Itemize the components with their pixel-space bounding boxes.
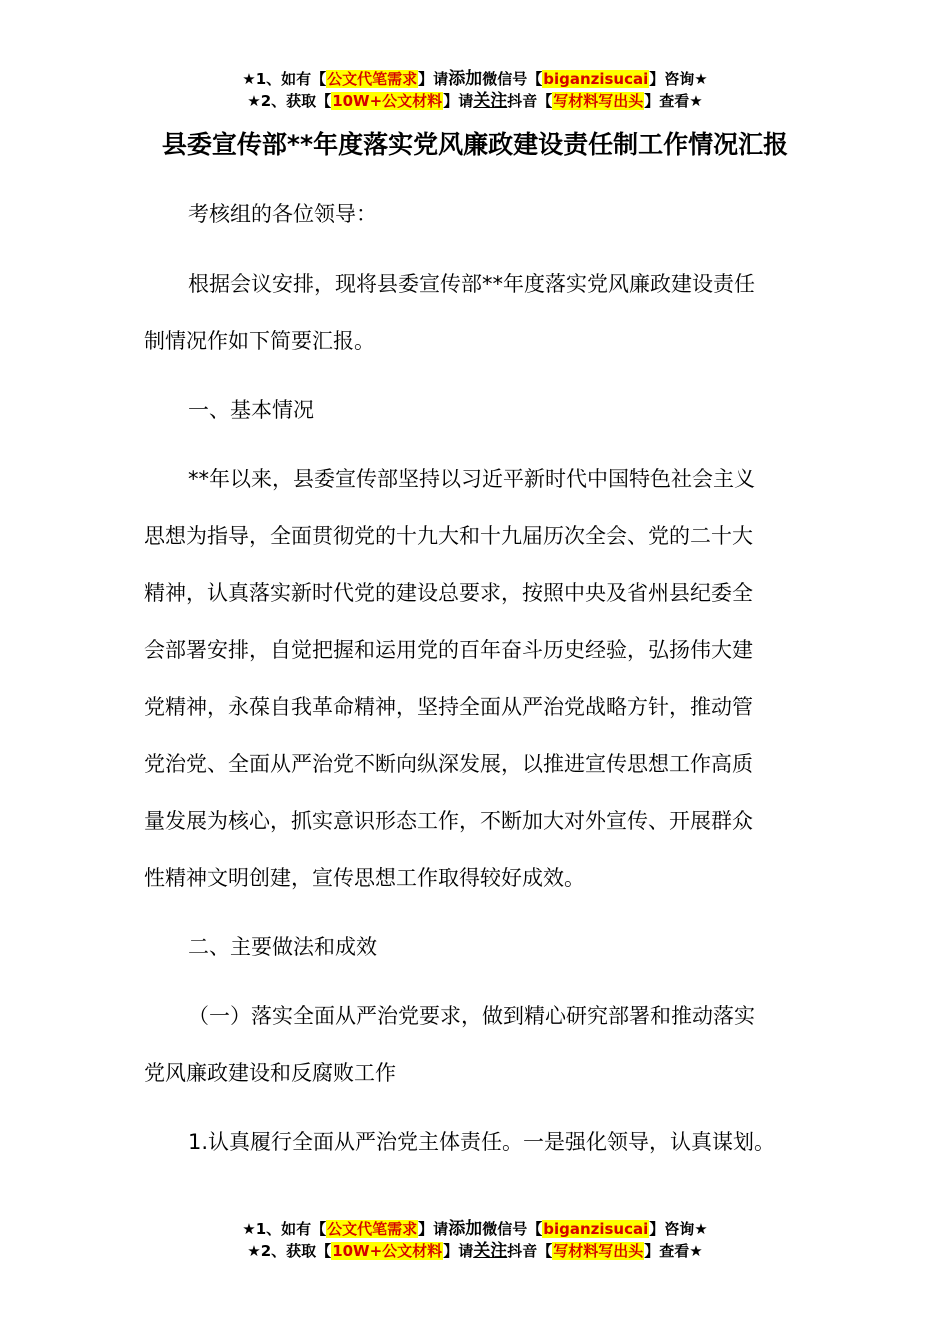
section-heading-measures: 二、主要做法和成效: [188, 935, 377, 959]
paragraph-line: 精神，认真落实新时代党的建设总要求，按照中央及省州县纪委全: [144, 581, 753, 605]
paragraph-line: 性精神文明创建，宣传思想工作取得较好成效。: [144, 866, 585, 890]
promo-text: ★1、如有【: [242, 1220, 327, 1238]
promo-line-1: [0, 68, 950, 90]
promo-text: 】请: [418, 70, 449, 88]
promo-text: 微信号【: [482, 1220, 543, 1238]
paragraph-line: 党治党、全面从严治党不断向纵深发展，以推进宣传思想工作高质: [144, 752, 753, 776]
paragraph-line: **年以来，县委宣传部坚持以习近平新时代中国特色社会主义: [188, 467, 755, 491]
promo-line-1: [0, 1218, 950, 1240]
promo-text: 抖音【: [507, 92, 553, 110]
paragraph-line: 量发展为核心，抓实意识形态工作，不断加大对外宣传、开展群众: [144, 809, 753, 833]
document-body: [144, 186, 812, 1171]
promo-highlight: 10W+公文材料: [332, 92, 443, 110]
item-line: 1.认真履行全面从严治党主体责任。一是强化领导，认真谋划。: [188, 1130, 776, 1154]
promo-text: 】咨询★: [649, 70, 708, 88]
intro-line: 根据会议安排，现将县委宣传部**年度落实党风廉政建设责任: [188, 272, 755, 296]
promo-douyin-id: 写材料写出头: [553, 1242, 644, 1260]
promo-text: 】请: [418, 1220, 449, 1238]
promo-highlight: 10W+公文材料: [332, 1242, 443, 1260]
promo-text: ★2、获取【: [247, 1242, 332, 1260]
promo-banner-top: [0, 68, 950, 112]
paragraph-line: 会部署安排，自觉把握和运用党的百年奋斗历史经验，弘扬伟大建: [144, 638, 753, 662]
promo-highlight: 公文代笔需求: [327, 70, 418, 88]
promo-text: 】查看★: [644, 92, 703, 110]
promo-banner-bottom: [0, 1218, 950, 1262]
subsection-heading: （一）落实全面从严治党要求，做到精心研究部署和推动落实: [188, 1004, 755, 1028]
promo-wechat-id: biganzisucai: [543, 70, 649, 88]
document-title: 县委宣传部**年度落实党风廉政建设责任制工作情况汇报: [161, 130, 789, 159]
promo-emphasis: 添加: [448, 1219, 483, 1239]
promo-text: ★2、获取【: [247, 92, 332, 110]
promo-text: 】查看★: [644, 1242, 703, 1260]
subsection-heading: 党风廉政建设和反腐败工作: [144, 1061, 396, 1085]
promo-emphasis: 添加: [448, 69, 483, 89]
intro-line: 制情况作如下简要汇报。: [144, 329, 375, 353]
paragraph-line: 党精神，永葆自我革命精神，坚持全面从严治党战略方针，推动管: [144, 695, 753, 719]
promo-emphasis: 关注: [473, 1241, 508, 1261]
paragraph-line: 思想为指导，全面贯彻党的十九大和十九届历次全会、党的二十大: [144, 524, 753, 548]
promo-wechat-id: biganzisucai: [543, 1220, 649, 1238]
salutation: 考核组的各位领导：: [188, 202, 377, 226]
promo-text: ★1、如有【: [242, 70, 327, 88]
promo-text: 】请: [443, 92, 474, 110]
promo-text: 抖音【: [507, 1242, 553, 1260]
promo-text: 】请: [443, 1242, 474, 1260]
promo-highlight: 公文代笔需求: [327, 1220, 418, 1238]
promo-douyin-id: 写材料写出头: [553, 92, 644, 110]
section-heading-basic: 一、基本情况: [188, 398, 314, 422]
promo-text: 微信号【: [482, 70, 543, 88]
promo-line-2: [0, 90, 950, 112]
promo-line-2: [0, 1240, 950, 1262]
promo-text: 】咨询★: [649, 1220, 708, 1238]
promo-emphasis: 关注: [473, 91, 508, 111]
